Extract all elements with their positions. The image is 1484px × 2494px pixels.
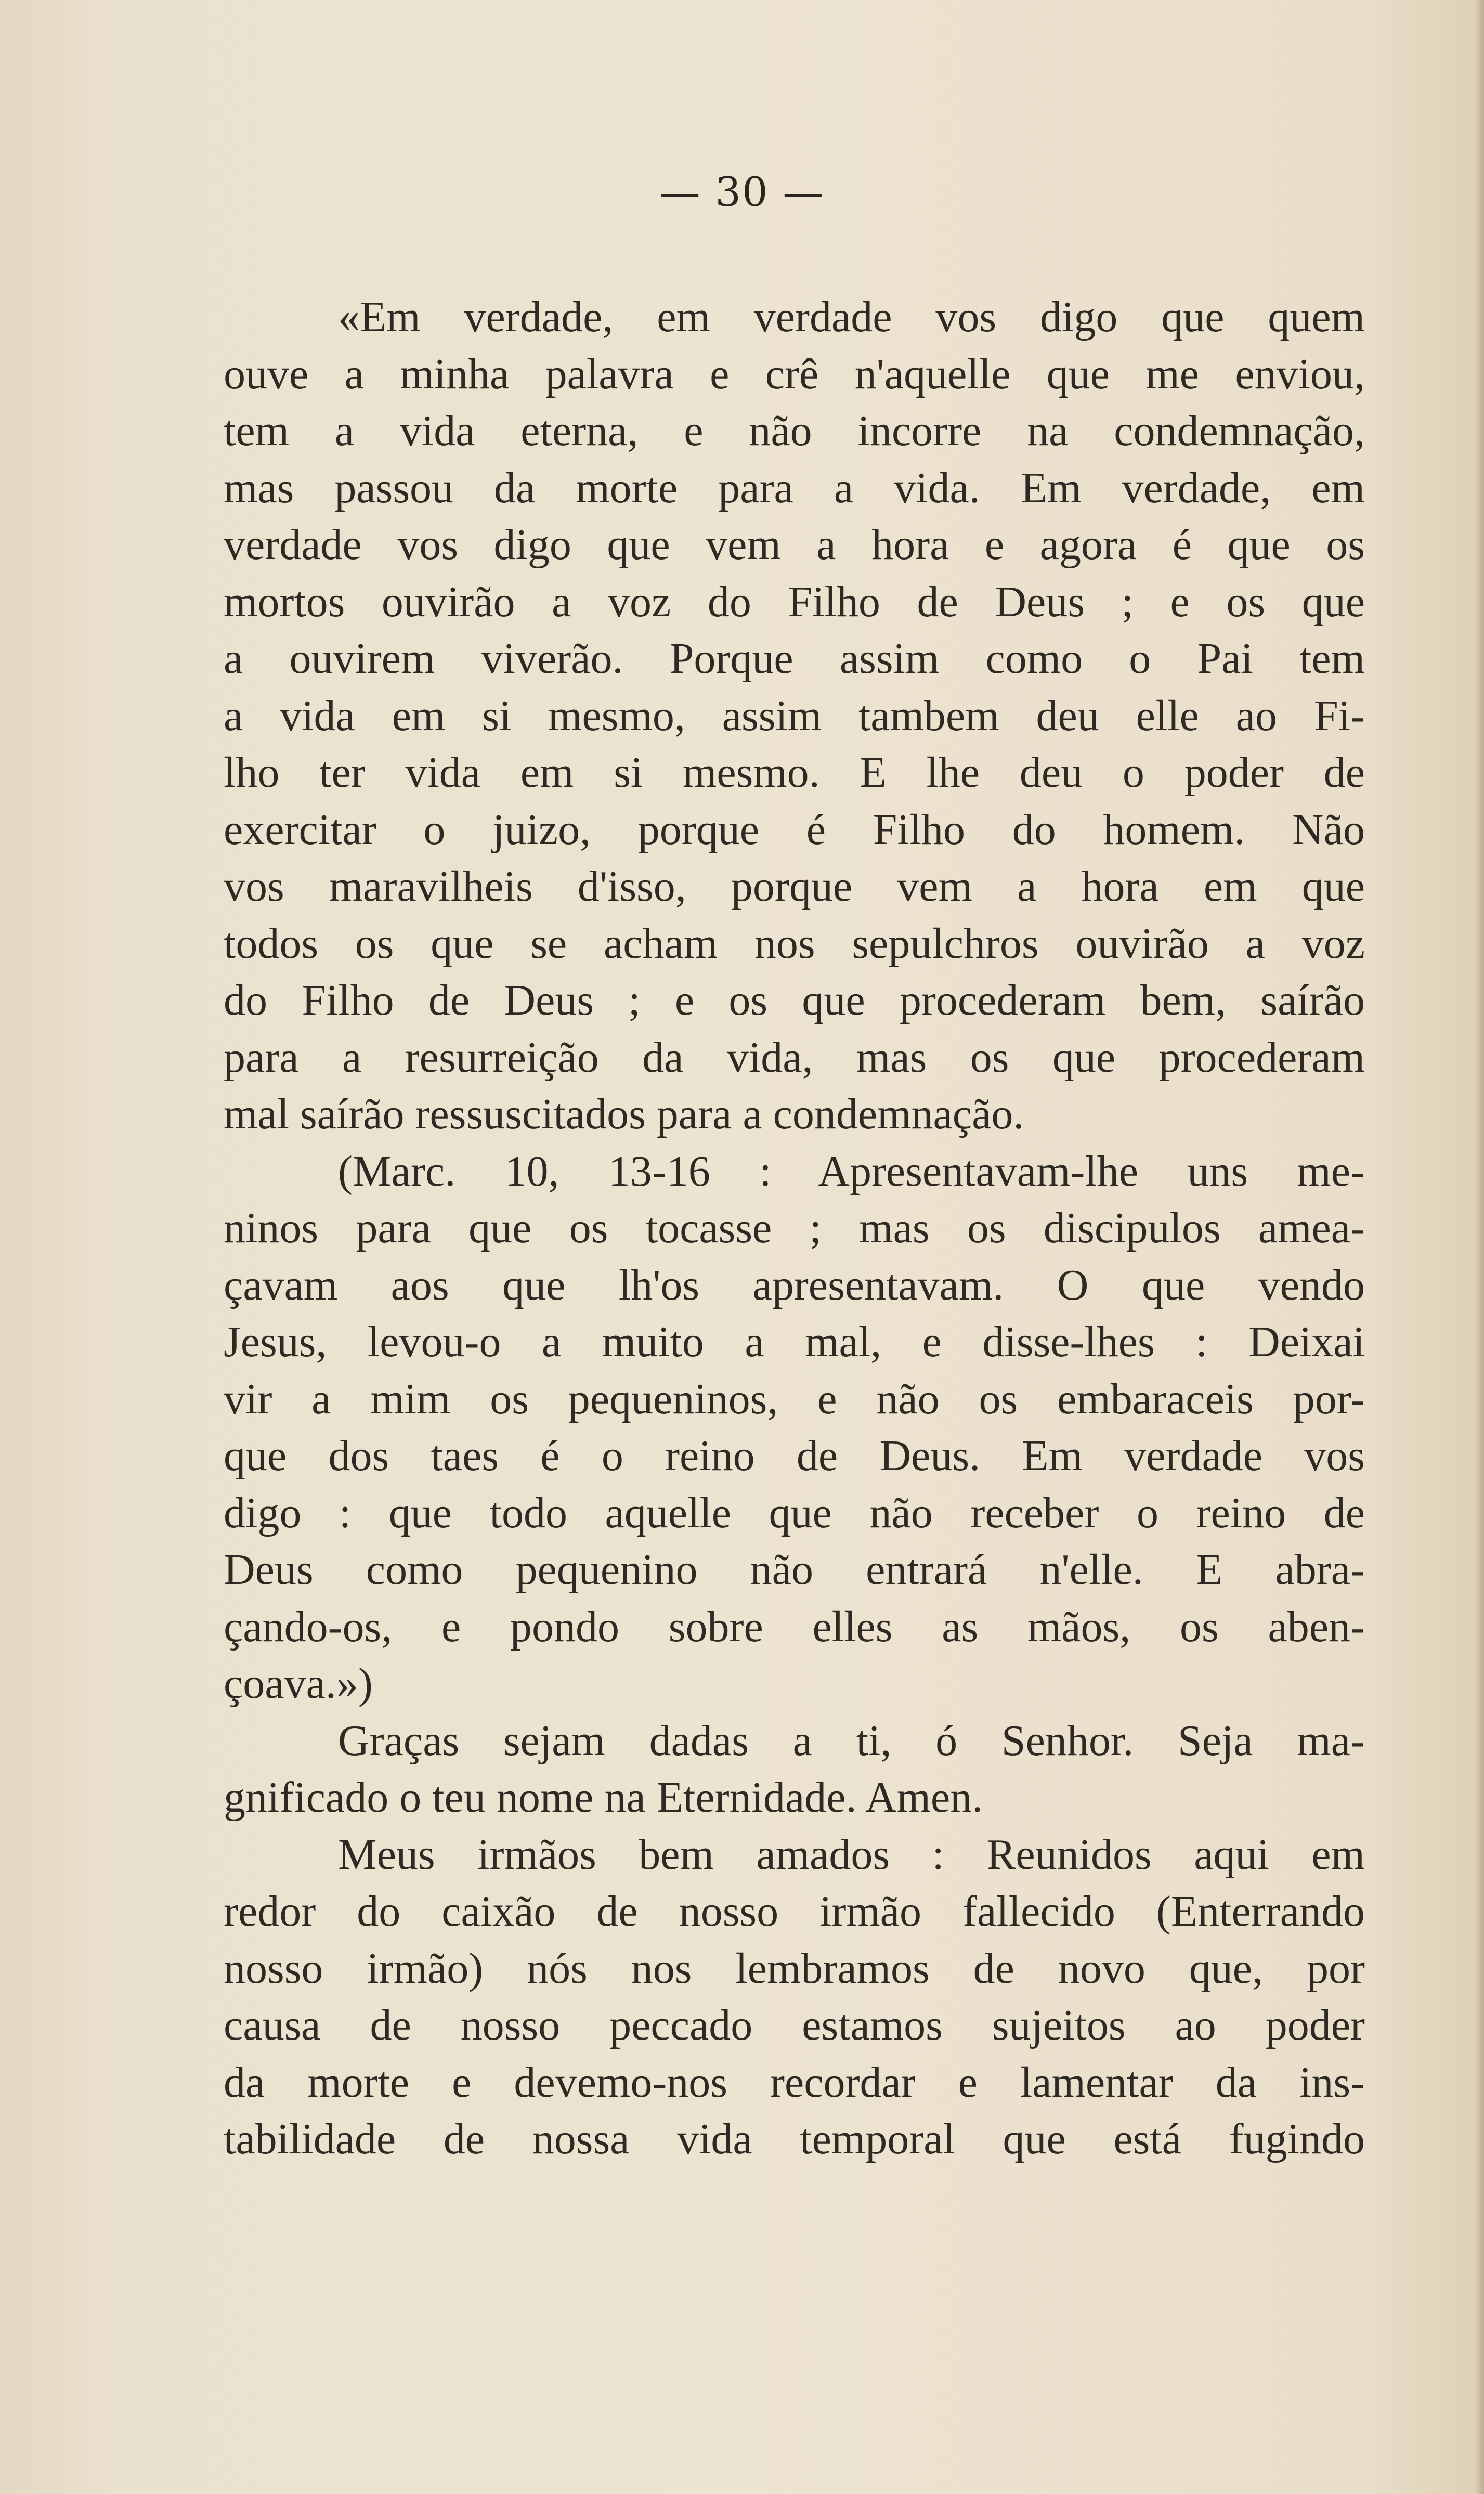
text-line: que dos taes é o reino de Deus. Em verdade vos — [224, 1432, 1365, 1480]
text-line: Deus como pequenino não entrará n'elle. E abra- — [224, 1545, 1365, 1594]
text-line: exercitar o juizo, porque é Filho do homem. Não — [224, 805, 1365, 854]
text-line: çando-os, e pondo sobre elles as mãos, os aben- — [224, 1602, 1365, 1651]
text-line: redor do caixão de nosso irmão fallecido (Enterrando — [224, 1887, 1365, 1936]
text-line: vos maravilheis d'isso, porque vem a hora em que — [224, 862, 1365, 911]
page-edge-shadow — [1475, 0, 1484, 2494]
text-line: çoava.») — [224, 1659, 373, 1708]
text-line: çavam aos que lh'os apresentavam. O que vendo — [224, 1261, 1365, 1309]
text-line: mas passou da morte para a vida. Em verdade, em — [224, 463, 1365, 512]
text-line: tabilidade de nossa vida temporal que está fugindo — [224, 2115, 1365, 2163]
text-line: verdade vos digo que vem a hora e agora é que os — [224, 521, 1365, 569]
text-line: a ouvirem viverão. Porque assim como o Pai tem — [224, 634, 1365, 683]
text-line: Meus irmãos bem amados : Reunidos aqui em — [338, 1830, 1365, 1879]
page-number: — 30 — — [659, 169, 825, 216]
text-line: a vida em si mesmo, assim tambem deu elle ao Fi- — [224, 691, 1365, 740]
body-text — [224, 289, 1365, 2168]
text-line: nosso irmão) nós nos lembramos de novo que, por — [224, 1944, 1365, 1993]
text-line: gnificado o teu nome na Eternidade. Amen. — [224, 1773, 983, 1822]
text-line: da morte e devemo-nos recordar e lamentar da ins- — [224, 2058, 1365, 2107]
text-line: tem a vida eterna, e não incorre na condemnação, — [224, 407, 1365, 455]
text-line: (Marc. 10, 13-16 : Apresentavam-lhe uns me- — [338, 1147, 1365, 1196]
text-line: todos os que se acham nos sepulchros ouvirão a voz — [224, 919, 1365, 968]
text-line: para a resurreição da vida, mas os que procederam — [224, 1033, 1365, 1082]
text-line: mal saírão ressuscitados para a condemnação. — [224, 1090, 1024, 1138]
text-line: «Em verdade, em verdade vos digo que quem — [338, 293, 1365, 341]
text-line: lho ter vida em si mesmo. E lhe deu o poder de — [224, 748, 1365, 797]
text-line: ouve a minha palavra e crê n'aquelle que me enviou, — [224, 349, 1365, 398]
text-line: ninos para que os tocasse ; mas os discipulos amea- — [224, 1204, 1365, 1252]
text-line: causa de nosso peccado estamos sujeitos ao poder — [224, 2001, 1365, 2049]
text-line: do Filho de Deus ; e os que procederam bem, saírão — [224, 976, 1365, 1024]
text-line: Graças sejam dadas a ti, ó Senhor. Seja ma- — [338, 1716, 1365, 1765]
text-line: vir a mim os pequeninos, e não os embaraceis por- — [224, 1374, 1365, 1423]
text-line: mortos ouvirão a voz do Filho de Deus ; e os que — [224, 577, 1365, 626]
text-line: digo : que todo aquelle que não receber o reino de — [224, 1488, 1365, 1537]
text-line: Jesus, levou-o a muito a mal, e disse-lhes : Deixai — [224, 1318, 1365, 1366]
